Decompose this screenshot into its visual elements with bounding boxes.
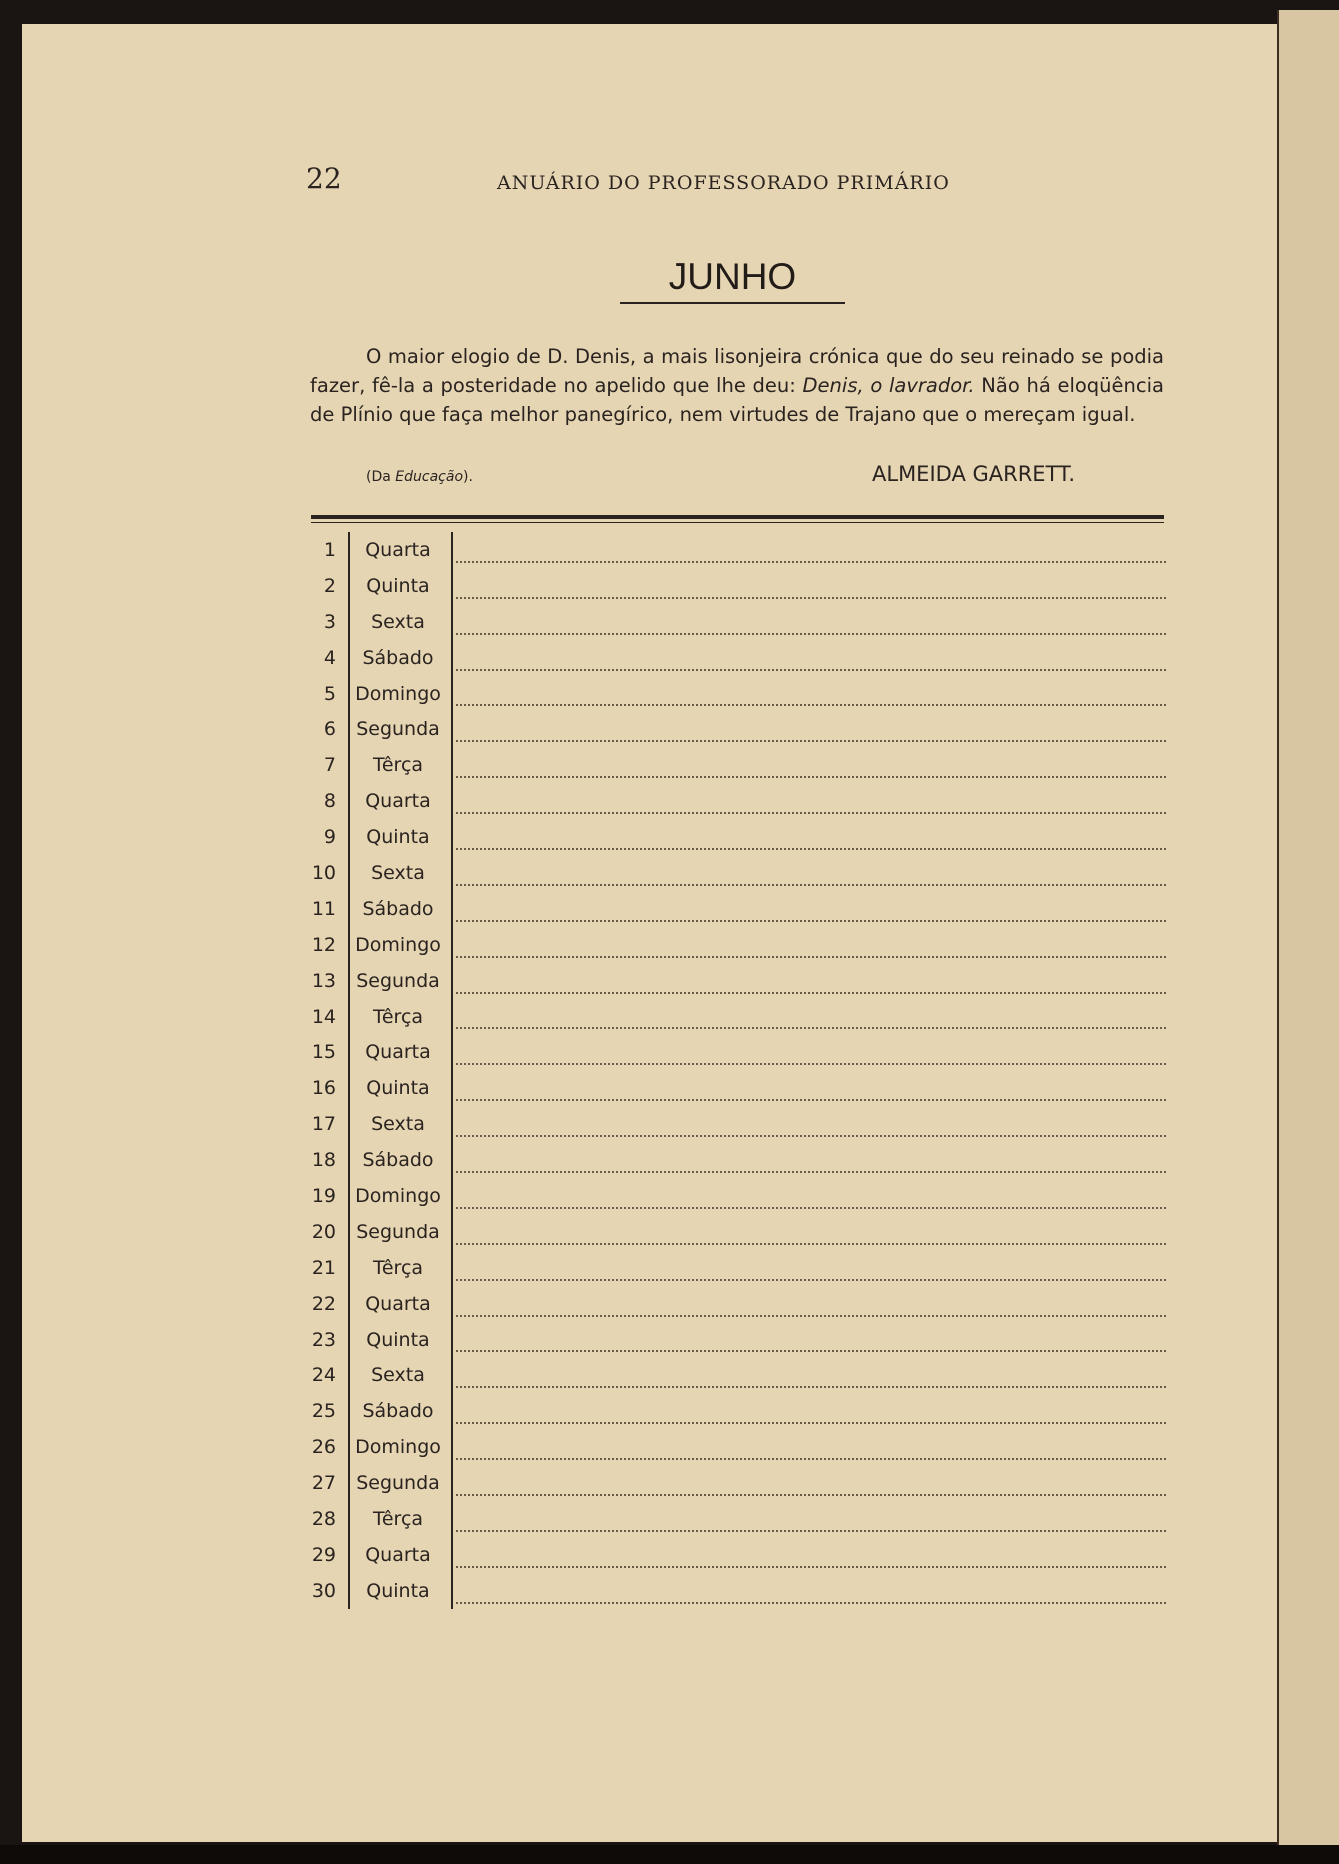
note-line (456, 1135, 1166, 1137)
note-line (456, 1315, 1166, 1317)
day-number: 5 (323, 682, 336, 705)
day-number: 17 (311, 1113, 336, 1136)
calendar-row (310, 1286, 1166, 1322)
day-number: 8 (323, 790, 336, 813)
weekday-name: Domingo (355, 682, 441, 705)
epigraph-quote (310, 342, 1164, 429)
note-line (456, 1602, 1166, 1604)
calendar-row (310, 1537, 1166, 1573)
quote-author: ALMEIDA GARRETT. (872, 462, 1076, 486)
calendar-row (310, 1465, 1166, 1501)
weekday-name: Quarta (365, 790, 431, 813)
running-title: ANUÁRIO DO PROFESSORADO PRIMÁRIO (497, 172, 950, 194)
calendar-row (310, 1429, 1166, 1465)
day-number: 19 (311, 1185, 336, 1208)
day-number: 9 (323, 826, 336, 849)
note-line (456, 956, 1166, 958)
quote-source (366, 469, 473, 485)
quote-text-after: Não há eloqüência de Plínio que faça melhor panegírico, nem virtudes de Trajano que o mereçam igual. (310, 374, 1164, 426)
note-line (456, 992, 1166, 994)
day-number: 2 (323, 574, 336, 597)
note-line (456, 704, 1166, 706)
calendar-row (310, 1501, 1166, 1537)
day-number: 1 (323, 539, 336, 561)
calendar-row (310, 1250, 1166, 1286)
weekday-name: Quinta (366, 1579, 430, 1602)
weekday-name: Sábado (362, 1400, 434, 1423)
day-number: 11 (311, 897, 336, 920)
scan-border (0, 1845, 1339, 1864)
weekday-name: Quinta (366, 1077, 430, 1100)
calendar-row (310, 819, 1166, 855)
day-number: 29 (311, 1543, 336, 1566)
calendar-row (310, 1034, 1166, 1070)
calendar-row (310, 1178, 1166, 1214)
weekday-name: Segunda (356, 718, 440, 741)
note-line (456, 776, 1166, 778)
calendar-row (310, 927, 1166, 963)
source-suffix: ). (463, 469, 473, 485)
weekday-name: Têrça (372, 1005, 424, 1028)
day-number: 18 (311, 1149, 336, 1172)
note-line (456, 884, 1166, 886)
note-line (456, 812, 1166, 814)
weekday-name: Quarta (365, 1543, 431, 1566)
note-line (456, 1566, 1166, 1568)
day-number: 16 (311, 1077, 336, 1100)
calendar-row (310, 963, 1166, 999)
note-line (456, 1171, 1166, 1173)
weekday-name: Domingo (355, 933, 441, 956)
weekday-name: Quinta (366, 1328, 430, 1351)
source-work: Educação (395, 469, 464, 485)
note-line (456, 1063, 1166, 1065)
calendar-row (310, 1322, 1166, 1358)
calendar-row (310, 604, 1166, 640)
day-number: 22 (311, 1292, 336, 1315)
note-line (456, 1027, 1166, 1029)
day-number: 25 (311, 1400, 336, 1423)
next-page-edge (1277, 10, 1339, 1850)
note-line (456, 1422, 1166, 1424)
day-number: 3 (323, 610, 336, 633)
note-line (456, 1494, 1166, 1496)
day-number: 20 (311, 1220, 336, 1243)
calendar-table (310, 532, 1166, 1609)
calendar-row (310, 1142, 1166, 1178)
day-number: 23 (311, 1328, 336, 1351)
weekday-name: Quinta (366, 574, 430, 597)
weekday-name: Domingo (355, 1436, 441, 1459)
weekday-name: Têrça (372, 754, 424, 777)
weekday-name: Sexta (371, 610, 425, 633)
calendar-row (310, 1357, 1166, 1393)
weekday-name: Têrça (372, 1256, 424, 1279)
day-number: 4 (323, 646, 336, 669)
day-number: 7 (323, 754, 336, 777)
note-line (456, 669, 1166, 671)
weekday-name: Sábado (362, 646, 434, 669)
source-prefix: (Da (366, 469, 396, 485)
note-line (456, 848, 1166, 850)
calendar-row (310, 532, 1166, 568)
day-number: 27 (311, 1472, 336, 1495)
calendar-row (310, 747, 1166, 783)
calendar-row (310, 891, 1166, 927)
note-line (456, 1099, 1166, 1101)
calendar-row (310, 1393, 1166, 1429)
calendar-row (310, 1106, 1166, 1142)
day-number: 30 (311, 1579, 336, 1602)
calendar-row (310, 568, 1166, 604)
note-line (456, 633, 1166, 635)
day-number: 15 (311, 1041, 336, 1064)
calendar-row (310, 999, 1166, 1035)
day-number: 13 (311, 969, 336, 992)
weekday-name: Quinta (366, 826, 430, 849)
weekday-name: Segunda (356, 969, 440, 992)
weekday-name: Segunda (356, 1220, 440, 1243)
calendar-row (310, 855, 1166, 891)
table-top-rule (311, 515, 1164, 519)
month-title: JUNHO (620, 256, 845, 304)
note-line (456, 1207, 1166, 1209)
quote-emphasis: Denis, o lavrador. (802, 374, 975, 397)
weekday-name: Domingo (355, 1185, 441, 1208)
day-number: 24 (311, 1364, 336, 1387)
table-top-rule-thin (311, 522, 1164, 523)
note-line (456, 920, 1166, 922)
day-number: 12 (311, 933, 336, 956)
calendar-row (310, 783, 1166, 819)
calendar-row (310, 1070, 1166, 1106)
quote-text-before: O maior elogio de D. Denis, a mais lisonjeira crónica que do seu reinado se podia fazer, fê-la a posteridade no apelido que lhe deu: (310, 345, 1164, 397)
weekday-name: Sábado (362, 1149, 434, 1172)
day-number: 14 (311, 1005, 336, 1028)
note-line (456, 1279, 1166, 1281)
weekday-name: Sexta (371, 1113, 425, 1136)
note-line (456, 1458, 1166, 1460)
weekday-name: Quarta (365, 1041, 431, 1064)
day-number: 21 (311, 1256, 336, 1279)
calendar-row (310, 640, 1166, 676)
weekday-name: Quarta (365, 1292, 431, 1315)
calendar-row (310, 711, 1166, 747)
day-number: 6 (323, 718, 336, 741)
weekday-name: Segunda (356, 1472, 440, 1495)
note-line (456, 740, 1166, 742)
weekday-name: Sexta (371, 1364, 425, 1387)
note-line (456, 561, 1166, 563)
calendar-row (310, 1573, 1166, 1609)
day-number: 10 (311, 862, 336, 885)
weekday-name: Sábado (362, 897, 434, 920)
weekday-name: Quarta (365, 539, 431, 561)
day-number: 28 (311, 1508, 336, 1531)
note-line (456, 1386, 1166, 1388)
calendar-row (310, 676, 1166, 712)
note-line (456, 1530, 1166, 1532)
note-line (456, 1243, 1166, 1245)
page-number: 22 (306, 162, 342, 195)
weekday-name: Têrça (372, 1508, 424, 1531)
day-number: 26 (311, 1436, 336, 1459)
note-line (456, 597, 1166, 599)
note-line (456, 1350, 1166, 1352)
weekday-name: Sexta (371, 862, 425, 885)
calendar-row (310, 1214, 1166, 1250)
